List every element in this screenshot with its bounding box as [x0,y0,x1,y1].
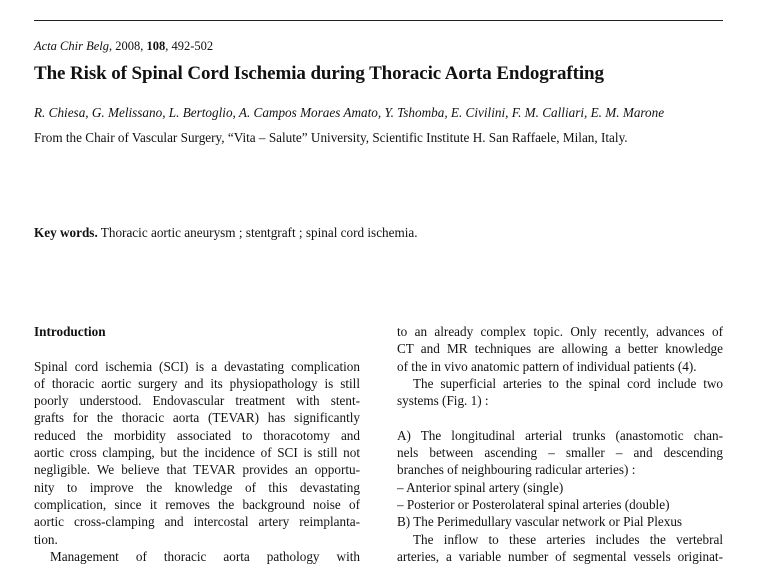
body-line: CT and MR techniques are allowing a better knowledge [397,341,723,357]
affiliation: From the Chair of Vascular Surgery, “Vita – Salute” University, Scientific Institute H. San Raffaele, Milan, Italy. [34,130,628,145]
journal-name: Acta Chir Belg [34,39,109,53]
body-line: reduced the morbidity associated to thoracotomy and [34,427,360,443]
list-line: B) The Perimedullary vascular network or Pial Plexus [397,514,683,530]
body-line: Spinal cord ischemia (SCI) is a devastating complication [34,358,360,374]
body-line: systems (Fig. 1) : [397,393,489,409]
list-line: branches of neighbouring radicular arteries) : [397,462,636,478]
keywords-text: Thoracic aortic aneurysm ; stentgraft ; spinal cord ischemia. [97,225,418,240]
body-line: poorly understood. Endovascular treatment with stent- [34,393,360,409]
keywords-label: Key words. [34,225,98,240]
citation-volume: 108 [146,39,166,53]
right-column [397,323,723,565]
keywords [34,225,418,241]
body-line: The superficial arteries to the spinal cord include two [413,375,723,391]
body-line: aortic cross-clamping and intercostal artery reimplanta- [34,514,360,530]
body-line: of thoracic aortic surgery and its physiopathology is still [34,375,360,391]
body-line: negligible. We believe that TEVAR provides an opportu- [34,462,360,478]
header-rule [34,20,723,21]
body-line: Management of thoracic aorta pathology with [50,548,360,564]
body-line: aortic cross clamping, but the incidence of SCI is still not [34,445,360,461]
list-line: A) The longitudinal arterial trunks (anastomotic chan- [397,427,723,443]
list-line: nels between ascending – smaller – and descending [397,445,723,461]
body-line: to an already complex topic. Only recently, advances of [397,324,723,339]
article-title: The Risk of Spinal Cord Ischemia during Thoracic Aorta Endografting [34,63,604,84]
body-line: grafts for the thoracic aorta (TEVAR) has significantly [34,410,360,426]
section-heading-introduction: Introduction [34,324,106,339]
list-item: – Anterior spinal artery (single) [397,479,564,495]
body-line: complication, since it removes the background noise of [34,496,360,512]
body-line: nity to improve the knowledge of this devastating [34,479,360,495]
body-line: The inflow to these arteries includes the vertebral [413,531,723,547]
list-item: – Posterior or Posterolateral spinal arteries (double) [397,496,670,512]
paragraph-gap [397,409,723,426]
citation-pages: , 492-502 [165,39,214,53]
body-line: of the in vivo anatomic pattern of individual patients (4). [397,358,697,374]
paragraph-gap [34,340,360,357]
author-list: R. Chiesa, G. Melissano, L. Bertoglio, A. Campos Moraes Amato, Y. Tshomba, E. Civilini, F. M. Calliari, E. M. Marone [34,105,665,120]
body-line: tion. [34,531,58,547]
left-column [34,323,360,565]
citation-year: , 2008, [109,39,147,53]
citation-line [34,39,213,54]
body-line: arteries, a variable number of segmental vessels originat- [397,548,723,564]
